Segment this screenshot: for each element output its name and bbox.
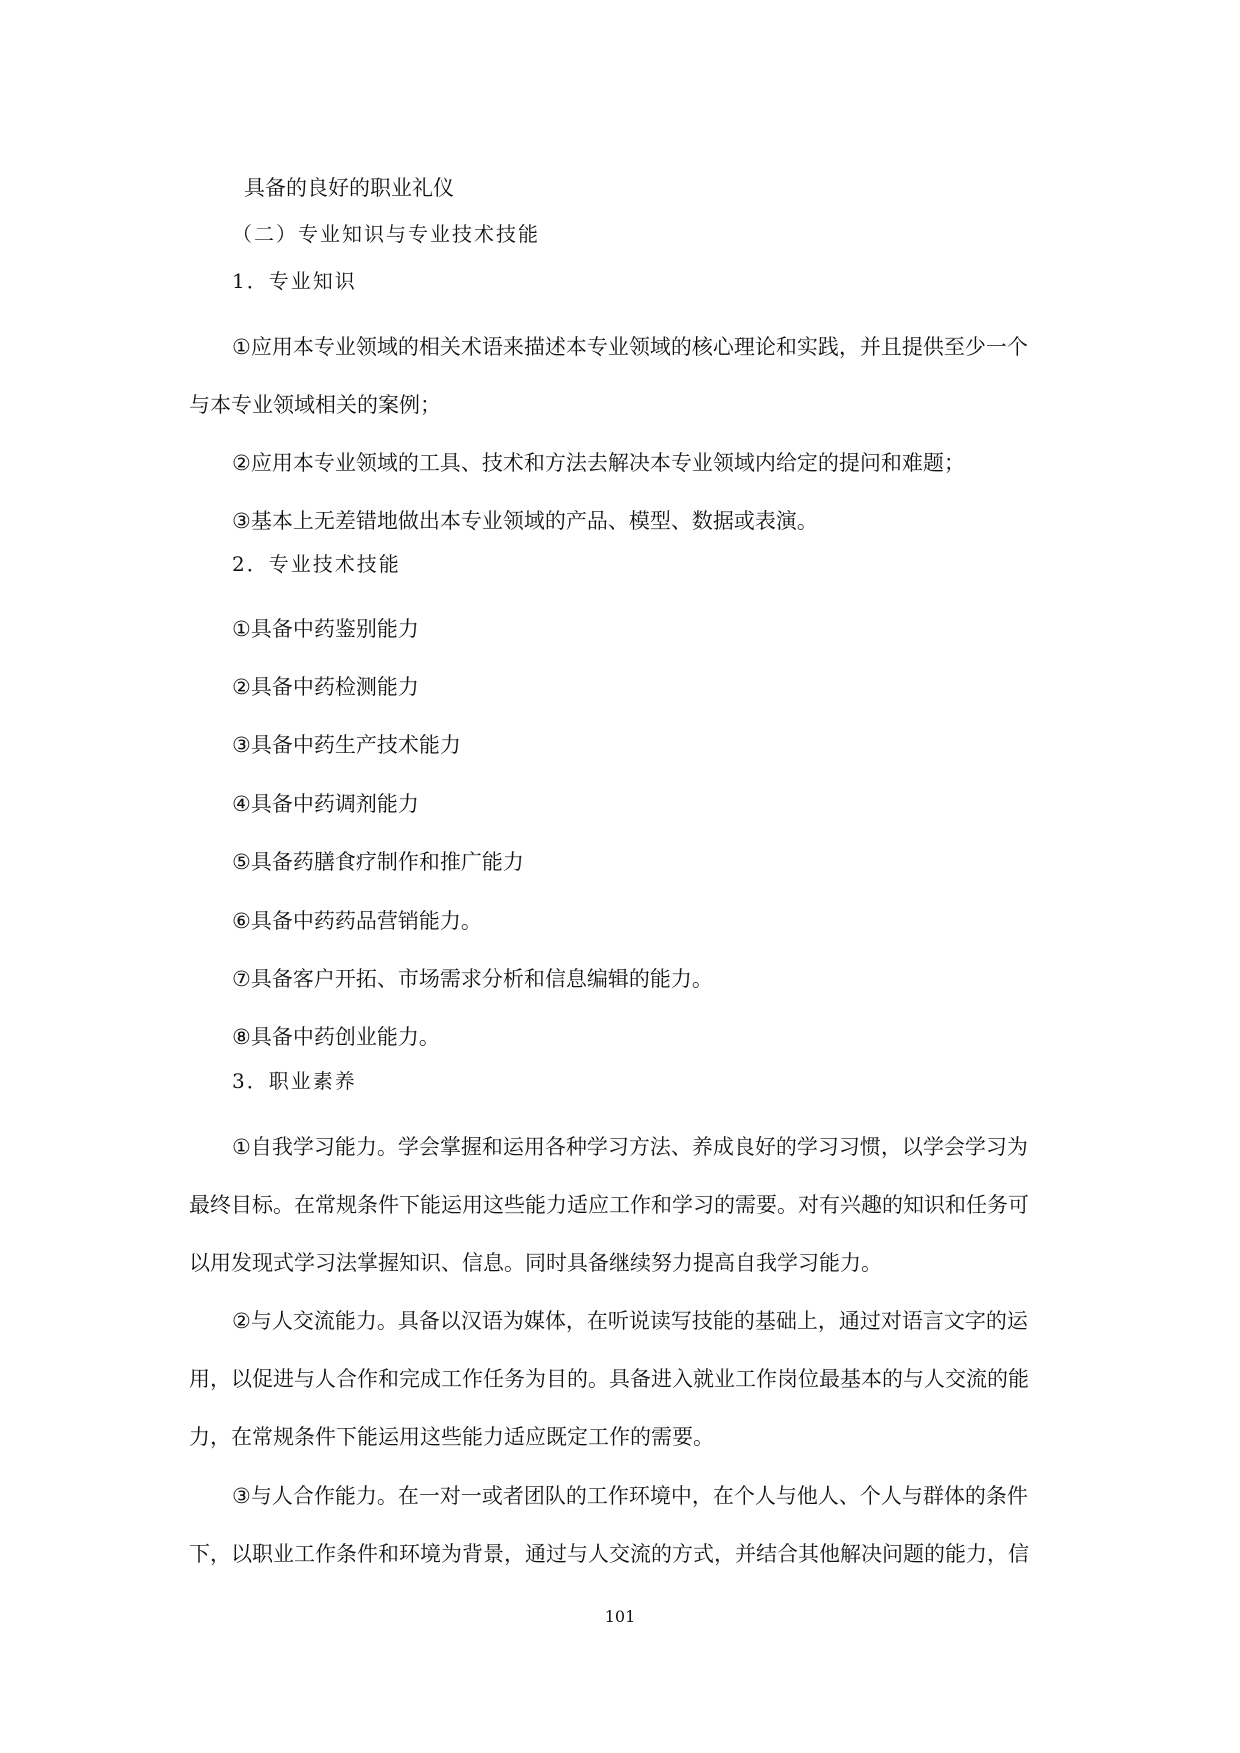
- text-line: 具备的良好的职业礼仪: [244, 176, 454, 200]
- text-line: ①自我学习能力。学会掌握和运用各种学习方法、养成良好的学习习惯，以学会学习为: [232, 1135, 1028, 1159]
- text-line: 以用发现式学习法掌握知识、信息。同时具备继续努力提高自我学习能力。: [189, 1251, 882, 1275]
- text-line: 下，以职业工作条件和环境为背景，通过与人交流的方式，并结合其他解决问题的能力，信: [189, 1542, 1029, 1566]
- text-line: 与本专业领域相关的案例；: [189, 393, 441, 417]
- list-item: ⑤具备药膳食疗制作和推广能力: [232, 850, 524, 874]
- text-line: 用，以促进与人合作和完成工作任务为目的。具备进入就业工作岗位最基本的与人交流的能: [189, 1367, 1029, 1391]
- text-line: 最终目标。在常规条件下能运用这些能力适应工作和学习的需要。对有兴趣的知识和任务可: [189, 1193, 1029, 1217]
- text-line: ③与人合作能力。在一对一或者团队的工作环境中，在个人与他人、个人与群体的条件: [232, 1484, 1028, 1508]
- text-line: ①应用本专业领域的相关术语来描述本专业领域的核心理论和实践，并且提供至少一个: [232, 335, 1028, 359]
- page-number: 101: [604, 1607, 636, 1626]
- list-item: ④具备中药调剂能力: [232, 792, 419, 816]
- text-line: ②应用本专业领域的工具、技术和方法去解决本专业领域内给定的提问和难题；: [232, 451, 965, 475]
- section-heading: （二）专业知识与专业技术技能: [232, 222, 540, 246]
- list-item: ⑦具备客户开拓、市场需求分析和信息编辑的能力。: [232, 967, 713, 991]
- text-line: ③基本上无差错地做出本专业领域的产品、模型、数据或表演。: [232, 509, 818, 533]
- subsection-heading: 1．专业知识: [232, 269, 357, 293]
- list-item: ①具备中药鉴别能力: [232, 617, 419, 641]
- list-item: ⑧具备中药创业能力。: [232, 1025, 440, 1049]
- subsection-heading: 2．专业技术技能: [232, 552, 401, 576]
- list-item: ②具备中药检测能力: [232, 675, 419, 699]
- list-item: ⑥具备中药药品营销能力。: [232, 909, 482, 933]
- list-item: ③具备中药生产技术能力: [232, 733, 461, 757]
- text-line: ②与人交流能力。具备以汉语为媒体，在听说读写技能的基础上，通过对语言文字的运: [232, 1309, 1028, 1333]
- subsection-heading: 3．职业素养: [232, 1069, 357, 1093]
- text-line: 力，在常规条件下能运用这些能力适应既定工作的需要。: [189, 1425, 714, 1449]
